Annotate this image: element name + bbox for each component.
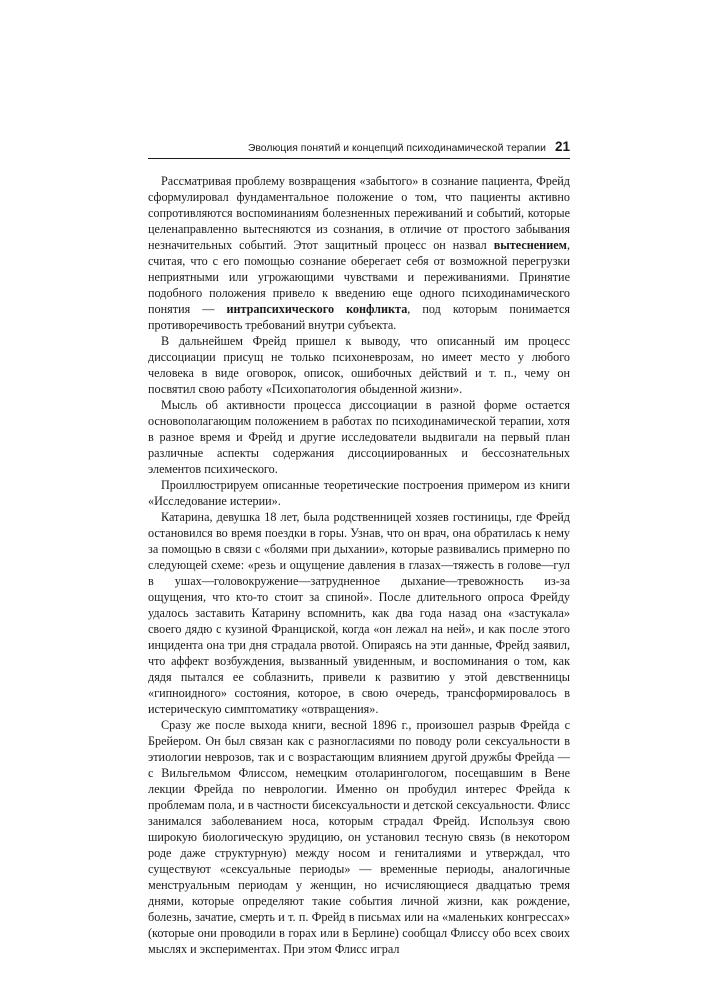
text-run: , считая, что с его помощью сознание оберегает себя от возможной перегрузки неприятными или угрожающими чувствами и переживаниями. Принятие подобного положения привело к введению еще одного психодинамического понятия — xyxy=(148,238,570,316)
paragraph xyxy=(148,173,570,333)
running-title: Эволюция понятий и концепций психодинамической терапии xyxy=(247,143,546,154)
body-text xyxy=(148,173,570,957)
term-intrapsychic-conflict: интрапсихического конфликта xyxy=(226,302,408,316)
text-run: , под которым понимается противоречивость требований внутри субъекта. xyxy=(148,302,570,332)
paragraph: В дальнейшем Фрейд пришел к выводу, что описанный им процесс диссоциации присущ не только психоневрозам, но имеет место у любого человека в виде оговорок, описок, ошибочных действий и т. п., чему он посвятил свою работу «Психопатология обыденной жизни». xyxy=(148,334,570,396)
running-header xyxy=(148,139,570,157)
paragraph: Проиллюстрируем описанные теоретические построения примером из книги «Исследование истерии». xyxy=(148,478,570,508)
paragraph: Катарина, девушка 18 лет, была родственницей хозяев гостиницы, где Фрейд остановился во время поездки в горы. Узнав, что он врач, она обратилась к нему за помощью в связи с «болями при дыхании», которые развивались примерно по следующей схеме: «резь и ощущение давления в глазах—тяжесть в голове—гул в ушах—головокружение—затрудненное дыхание—тревожность из-за ощущения, что кто-то стоит за спиной». После длительного опроса Фрейду удалось заставить Катарину вспомнить, как два года назад она «застукала» своего дядю с кузиной Франциской, когда «он лежал на ней», и как после этого инцидента она три дня страдала рвотой. Опираясь на эти данные, Фрейд заявил, что аффект возбуждения, вызванный увиденным, и воспоминания о том, как дядя пытался ее соблазнить, привели к развитию у этой девственницы «гипноидного» состояния, которое, в свою очередь, трансформировалось в истерическую симптоматику «отвращения». xyxy=(148,510,570,716)
paragraph: Мысль об активности процесса диссоциации в разной форме остается основополагающим положением в работах по психодинамической терапии, хотя в разное время и Фрейд и другие исследователи выдвигали на первый план различные аспекты содержания диссоциированных и бессознательных элементов психического. xyxy=(148,398,570,476)
page-number: 21 xyxy=(554,139,570,154)
paragraph: Сразу же после выхода книги, весной 1896 г., произошел разрыв Фрейда с Брейером. Он был связан как с разногласиями по поводу роли сексуальности в этиологии неврозов, так и с возрастающим влиянием другой дружбы Фрейда — с Вильгельмом Флиссом, немецким отоларингологом, посещавшим в Вене лекции Фрейда по неврологии. Именно он пробудил интерес Фрейда к проблемам пола, и в частности бисексуальности и детской сексуальности. Флисс занимался заболеванием носа, которым страдал Фрейд. Используя свою широкую биологическую эрудицию, он установил тесную связь (в некотором роде даже структурную) между носом и гениталиями и утверждал, что существуют «сексуальные периоды» — временные периоды, аналогичные менструальным периодам у женщин, но исчисляющиеся двадцатью тремя днями, которые определяют такие события личной жизни, как рождение, болезнь, зачатие, смерть и т. п. Фрейд в письмах или на «маленьких конгрессах» (которые они проводили в горах или в Берлине) сообщал Флиссу обо всех своих мыслях и экспериментах. При этом Флисс играл xyxy=(148,718,570,956)
text-run: Рассматривая проблему возвращения «забытого» в сознание пациента, Фрейд сформулировал фундаментальное положение о том, что пациенты активно сопротивляются воспоминаниям болезненных переживаний и событий, которые целенаправленно вытесняются из сознания, в отличие от простого забывания незначительных событий. Этот защитный процесс он назвал xyxy=(148,174,570,252)
header-rule xyxy=(148,158,570,159)
term-repression: вытеснением xyxy=(493,238,567,252)
